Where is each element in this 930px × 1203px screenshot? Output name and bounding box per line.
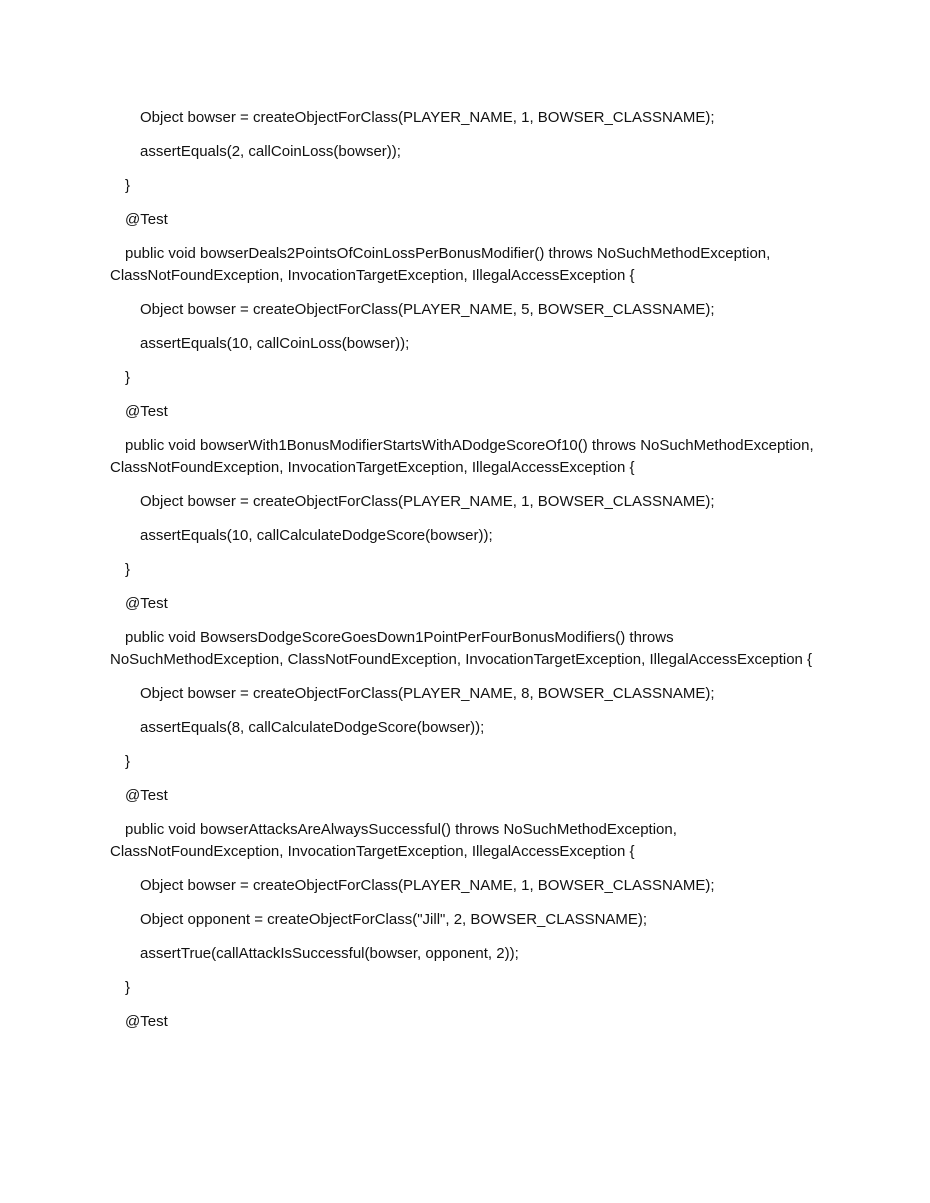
code-line: assertEquals(2, callCoinLoss(bowser));	[140, 143, 401, 160]
code-line: Object bowser = createObjectForClass(PLAYER_NAME, 1, BOWSER_CLASSNAME);	[140, 109, 715, 126]
method-signature-line: public void bowserWith1BonusModifierStartsWithADodgeScoreOf10() throws NoSuchMethodException, ClassNotFoundException, InvocationTargetException, IllegalAccessException {	[110, 437, 818, 476]
method-signature-line: public void bowserDeals2PointsOfCoinLossPerBonusModifier() throws NoSuchMethodException, ClassNotFoundException, InvocationTargetException, IllegalAccessException {	[110, 245, 775, 284]
method-signature-line: public void BowsersDodgeScoreGoesDown1PointPerFourBonusModifiers() throws NoSuchMethodException, ClassNotFoundException, InvocationTargetException, IllegalAccessException {	[110, 629, 813, 668]
code-line: assertEquals(10, callCoinLoss(bowser));	[140, 335, 410, 352]
code-line: Object bowser = createObjectForClass(PLAYER_NAME, 5, BOWSER_CLASSNAME);	[140, 301, 715, 318]
annotation-line: @Test	[125, 595, 168, 612]
code-line: Object opponent = createObjectForClass("Jill", 2, BOWSER_CLASSNAME);	[140, 911, 648, 928]
annotation-line: @Test	[125, 403, 168, 420]
code-line: assertEquals(10, callCalculateDodgeScore(bowser));	[140, 527, 493, 544]
code-line: }	[125, 561, 131, 578]
code-line: }	[125, 177, 131, 194]
code-line: assertEquals(8, callCalculateDodgeScore(bowser));	[140, 719, 485, 736]
code-line: }	[125, 753, 131, 770]
code-line: Object bowser = createObjectForClass(PLAYER_NAME, 1, BOWSER_CLASSNAME);	[140, 493, 715, 510]
code-line: }	[125, 369, 131, 386]
code-line: Object bowser = createObjectForClass(PLAYER_NAME, 1, BOWSER_CLASSNAME);	[140, 877, 715, 894]
code-line: Object bowser = createObjectForClass(PLAYER_NAME, 8, BOWSER_CLASSNAME);	[140, 685, 715, 702]
annotation-line: @Test	[125, 1013, 168, 1030]
code-line: }	[125, 979, 131, 996]
annotation-line: @Test	[125, 211, 168, 228]
annotation-line: @Test	[125, 787, 168, 804]
method-signature-line: public void bowserAttacksAreAlwaysSuccessful() throws NoSuchMethodException, ClassNotFoundException, InvocationTargetException, IllegalAccessException {	[110, 821, 682, 860]
code-listing	[110, 107, 850, 1045]
code-line: assertTrue(callAttackIsSuccessful(bowser, opponent, 2));	[140, 945, 519, 962]
